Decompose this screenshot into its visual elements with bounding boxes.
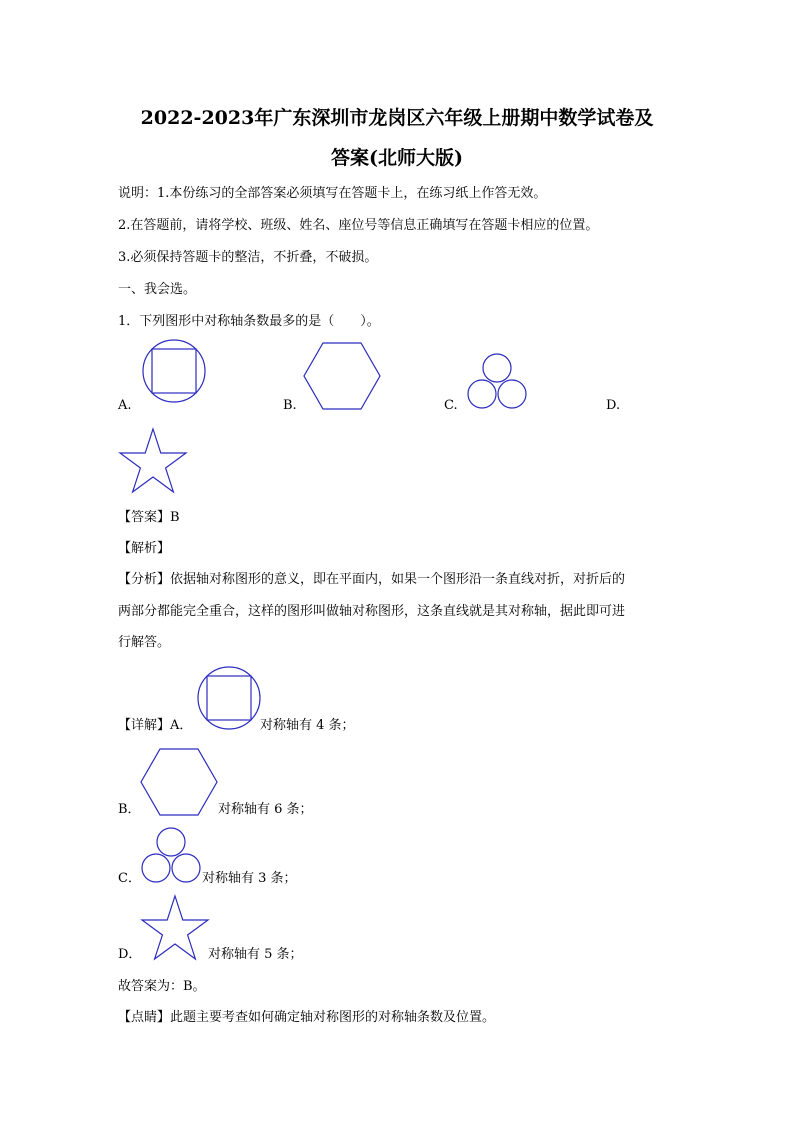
detail-c-text: 对称轴有 3 条； xyxy=(202,871,297,886)
conclusion: 故答案为：B。 xyxy=(118,979,206,994)
analysis-heading: 【解析】 xyxy=(118,541,171,556)
circle-with-square-figure xyxy=(142,339,206,403)
detail-b-label: B． xyxy=(118,802,141,817)
hexagon-figure xyxy=(141,749,217,815)
option-a-label: A. xyxy=(118,398,132,413)
three-circles-figure xyxy=(466,353,528,409)
detail-d-label: D． xyxy=(118,947,142,962)
detail-a-text: 对称轴有 4 条； xyxy=(260,718,355,733)
analysis-line-2: 两部分都能完全重合，这样的图形叫做轴对称图形，这条直线就是其对称轴，据此即可进 xyxy=(118,604,626,619)
detail-c-label: C． xyxy=(118,871,141,886)
instruction-1: 说明：1.本份练习的全部答案必须填写在答题卡上，在练习纸上作答无效。 xyxy=(118,186,547,201)
option-b-label: B. xyxy=(283,398,297,413)
document-title-line2: 答案(北师大版) xyxy=(331,147,463,169)
option-d-label: D. xyxy=(606,398,621,413)
option-c-label: C. xyxy=(444,398,458,413)
detail-d-text: 对称轴有 5 条； xyxy=(208,947,303,962)
three-circles-figure xyxy=(140,827,202,883)
analysis-line-1: 【分析】依据轴对称图形的意义，即在平面内，如果一个图形沿一条直线对折，对折后的 xyxy=(118,572,626,587)
section-heading: 一、我会选。 xyxy=(118,282,197,297)
star-figure xyxy=(120,429,186,492)
detail-b-text: 对称轴有 6 条； xyxy=(218,802,313,817)
instruction-2: 2.在答题前，请将学校、班级、姓名、座位号等信息正确填写在答题卡相应的位置。 xyxy=(118,218,599,233)
instruction-3: 3.必须保持答题卡的整洁，不折叠，不破损。 xyxy=(118,250,378,265)
hexagon-figure xyxy=(304,343,380,409)
document-title-line1: 2022-2023年广东深圳市龙岗区六年级上册期中数学试卷及 xyxy=(140,107,654,129)
comment: 【点睛】此题主要考查如何确定轴对称图形的对称轴条数及位置。 xyxy=(118,1010,496,1025)
detail-a-label: 【详解】A． xyxy=(118,718,193,733)
answer: 【答案】B xyxy=(118,510,180,525)
circle-with-square-figure xyxy=(197,666,261,730)
star-figure xyxy=(142,896,208,959)
analysis-line-3: 行解答。 xyxy=(118,635,171,650)
question-stem: 1．下列图形中对称轴条数最多的是（ ）。 xyxy=(118,314,380,329)
